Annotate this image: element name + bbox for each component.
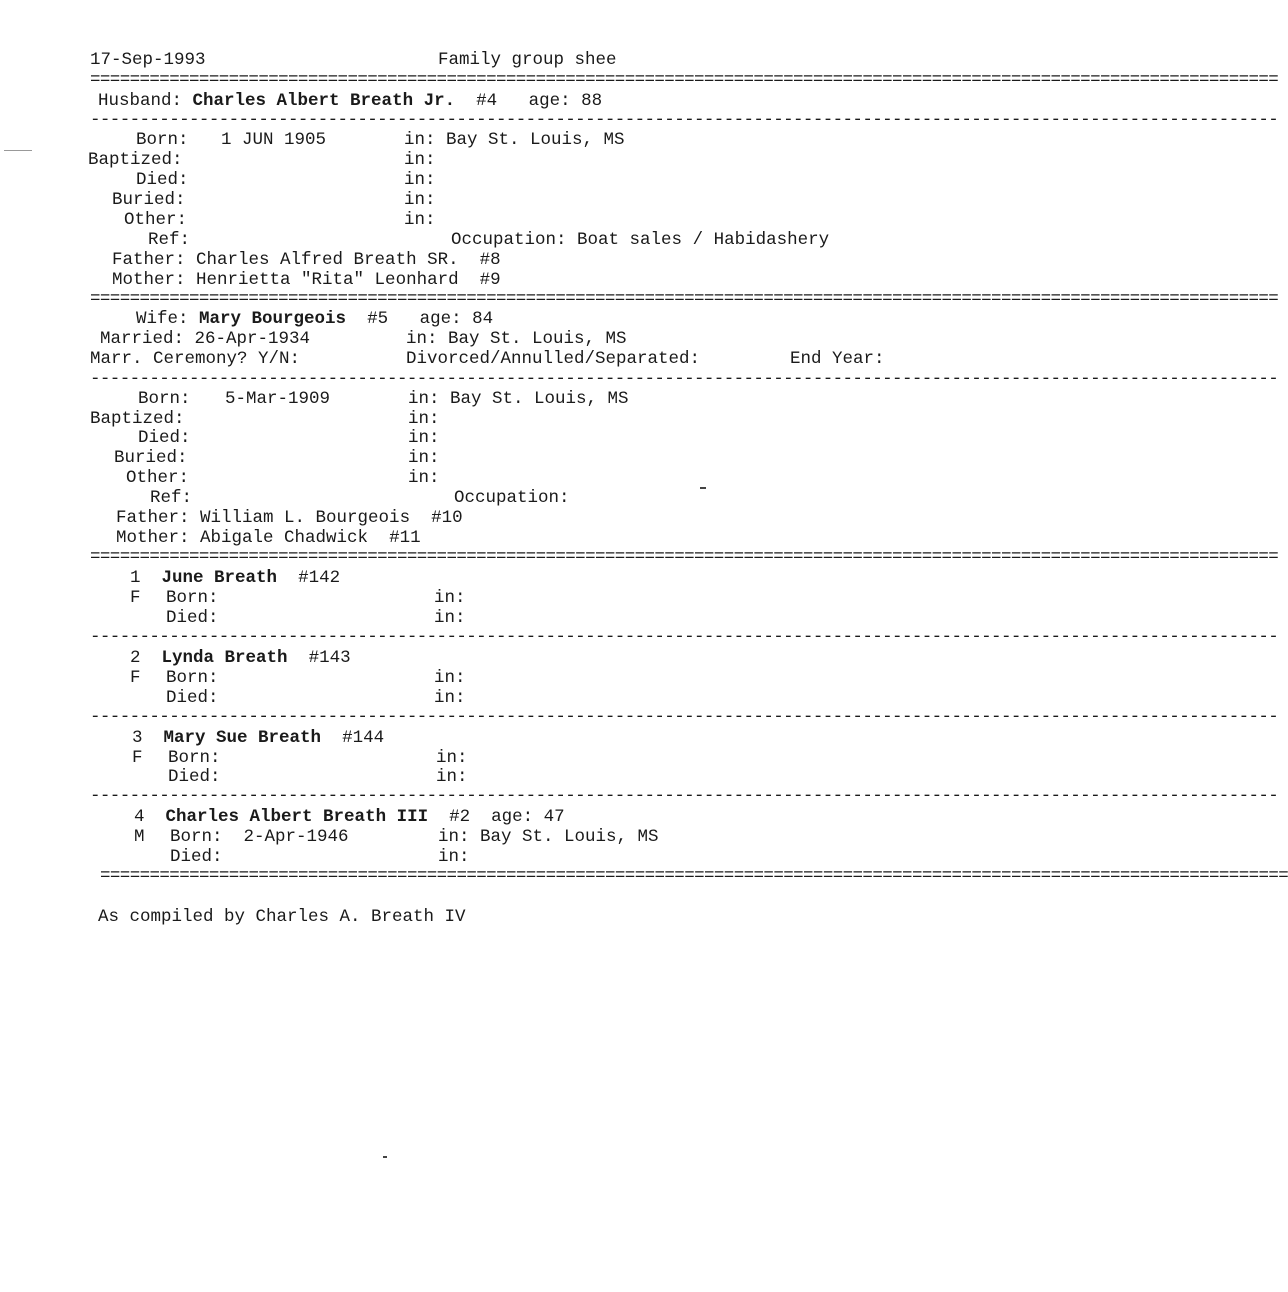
child-2-sex: F <box>130 668 141 688</box>
child-4-died-label: Died: <box>170 847 223 867</box>
compiled-by: As compiled by Charles A. Breath IV <box>98 907 466 927</box>
child-4-header: 4 Charles Albert Breath III #2 age: 47 <box>134 807 565 827</box>
child-2-born-label: Born: <box>166 668 219 688</box>
wife-name: Mary Bourgeois <box>199 309 347 329</box>
wife-married: Married: 26-Apr-1934 <box>100 329 311 349</box>
single-rule: ------------------------------------------------------------------------------------------------------------------------ <box>90 627 1279 647</box>
child-4-born-in: in: Bay St. Louis, MS <box>438 827 659 847</box>
wife-baptized-in: in: <box>408 409 440 429</box>
wife-father: Father: William L. Bourgeois #10 <box>116 508 463 528</box>
wife-buried-label: Buried: <box>114 448 188 468</box>
scan-speck <box>383 1156 387 1158</box>
wife-baptized-label: Baptized: <box>90 409 185 429</box>
wife-other-in: in: <box>408 468 440 488</box>
husband-buried-label: Buried: <box>112 190 186 210</box>
double-rule: ======================================================================================================================== <box>100 866 1288 886</box>
child-3-died-label: Died: <box>168 767 221 787</box>
wife-died-label: Died: <box>138 428 191 448</box>
child-1-died-label: Died: <box>166 608 219 628</box>
husband-occupation: Occupation: Boat sales / Habidashery <box>451 230 830 250</box>
scan-speck <box>700 487 706 489</box>
child-1-name: June Breath <box>161 568 278 588</box>
husband-born-date: 1 JUN 1905 <box>221 130 327 150</box>
single-rule: ------------------------------------------------------------------------------------------------------------------------ <box>90 707 1279 727</box>
child-3-header: 3 Mary Sue Breath #144 <box>132 728 385 748</box>
husband-buried-in: in: <box>404 190 436 210</box>
child-3-born-in: in: <box>436 748 468 768</box>
husband-baptized-in: in: <box>404 150 436 170</box>
wife-ref-label: Ref: <box>150 488 193 508</box>
husband-mother: Mother: Henrietta "Rita" Leonhard #9 <box>112 270 501 290</box>
wife-born-date: 5-Mar-1909 <box>225 389 331 409</box>
child-2-born-in: in: <box>434 668 466 688</box>
child-2-header: 2 Lynda Breath #143 <box>130 648 351 668</box>
child-1-died-in: in: <box>434 608 466 628</box>
child-1-born-label: Born: <box>166 588 219 608</box>
single-rule: ------------------------------------------------------------------------------------------------------------------------ <box>90 369 1279 389</box>
child-4-born: Born: 2-Apr-1946 <box>170 827 349 847</box>
husband-died-label: Died: <box>136 170 189 190</box>
child-2-died-label: Died: <box>166 688 219 708</box>
wife-born-label: Born: <box>138 389 191 409</box>
husband-father: Father: Charles Alfred Breath SR. #8 <box>112 250 501 270</box>
husband-born-in: in: Bay St. Louis, MS <box>404 130 625 150</box>
scan-speck <box>4 150 32 151</box>
child-4-died-in: in: <box>438 847 470 867</box>
child-2-name: Lynda Breath <box>161 648 288 668</box>
husband-line: Husband: Charles Albert Breath Jr. #4 age: 88 <box>98 91 603 111</box>
wife-other-label: Other: <box>126 468 190 488</box>
husband-ref-label: Ref: <box>148 230 191 250</box>
husband-died-in: in: <box>404 170 436 190</box>
child-1-born-in: in: <box>434 588 466 608</box>
child-1-sex: F <box>130 588 141 608</box>
child-1-header: 1 June Breath #142 <box>130 568 341 588</box>
double-rule: ======================================================================================================================== <box>90 70 1279 90</box>
print-date: 17-Sep-1993 <box>90 50 206 70</box>
husband-baptized-label: Baptized: <box>88 150 183 170</box>
child-4-name: Charles Albert Breath III <box>165 807 429 827</box>
child-3-sex: F <box>132 748 143 768</box>
end-year-label: End Year: <box>790 349 885 369</box>
single-rule: ------------------------------------------------------------------------------------------------------------------------ <box>90 786 1279 806</box>
husband-born-label: Born: <box>136 130 189 150</box>
sheet-title: Family group shee <box>438 50 617 70</box>
wife-born-in: in: Bay St. Louis, MS <box>408 389 629 409</box>
child-4-sex: M <box>134 827 145 847</box>
husband-name: Charles Albert Breath Jr. <box>192 91 456 111</box>
marriage-ceremony: Marr. Ceremony? Y/N: <box>90 349 301 369</box>
single-rule: ------------------------------------------------------------------------------------------------------------------------ <box>90 110 1279 130</box>
wife-died-in: in: <box>408 428 440 448</box>
wife-occupation: Occupation: <box>454 488 570 508</box>
husband-other-in: in: <box>404 210 436 230</box>
wife-mother: Mother: Abigale Chadwick #11 <box>116 528 421 548</box>
husband-other-label: Other: <box>124 210 188 230</box>
divorced-label: Divorced/Annulled/Separated: <box>406 349 701 369</box>
child-3-died-in: in: <box>436 767 468 787</box>
child-3-name: Mary Sue Breath <box>163 728 322 748</box>
child-3-born-label: Born: <box>168 748 221 768</box>
wife-buried-in: in: <box>408 448 440 468</box>
double-rule: ======================================================================================================================== <box>90 547 1279 567</box>
wife-line: Wife: Mary Bourgeois #5 age: 84 <box>136 309 494 329</box>
double-rule: ======================================================================================================================== <box>90 289 1279 309</box>
child-2-died-in: in: <box>434 688 466 708</box>
wife-married-in: in: Bay St. Louis, MS <box>406 329 627 349</box>
